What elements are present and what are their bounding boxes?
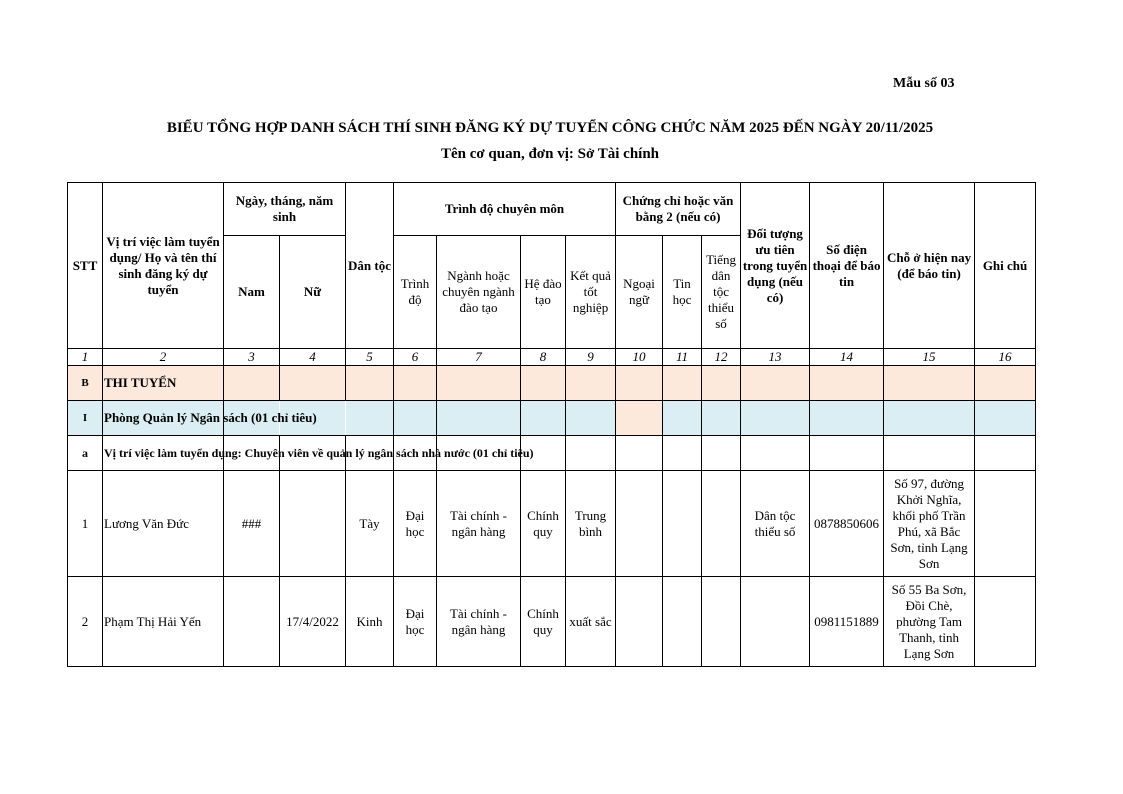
column-number: 6 bbox=[394, 349, 437, 366]
table-row bbox=[68, 471, 1036, 577]
column-number: 3 bbox=[224, 349, 280, 366]
column-number: 7 bbox=[437, 349, 521, 366]
section-b-row bbox=[68, 366, 1036, 401]
candidate-address: Số 55 Ba Sơn, Đồi Chè, phường Tam Thanh, tỉnh Lạng Sơn bbox=[884, 577, 975, 667]
header-major: Ngành hoặc chuyên ngành đào tạo bbox=[437, 236, 521, 349]
candidate-note bbox=[975, 471, 1036, 577]
table-row bbox=[68, 577, 1036, 667]
header-female: Nữ bbox=[280, 236, 346, 349]
candidate-phone: 0981151889 bbox=[810, 577, 884, 667]
candidate-result: Trung bình bbox=[566, 471, 616, 577]
section-i-code: I bbox=[68, 401, 103, 436]
candidate-phone: 0878850606 bbox=[810, 471, 884, 577]
document-subtitle: Tên cơ quan, đơn vị: Sở Tài chính bbox=[440, 146, 660, 162]
section-i-row bbox=[68, 401, 1036, 436]
candidate-foreign-lang bbox=[616, 577, 663, 667]
section-a-row bbox=[68, 436, 1036, 471]
candidate-foreign-lang bbox=[616, 471, 663, 577]
form-number: Mẫu số 03 bbox=[893, 76, 955, 91]
candidate-address: Số 97, đường Khởi Nghĩa, khối phố Trần Phú, xã Bắc Sơn, tỉnh Lạng Sơn bbox=[884, 471, 975, 577]
section-a-label: Vị trí việc làm tuyển dụng: Chuyên viên về quản lý ngân sách nhà nước (01 chỉ tiêu) bbox=[104, 446, 534, 460]
document-title: BIỂU TỔNG HỢP DANH SÁCH THÍ SINH ĐĂNG KÝ DỰ TUYỂN CÔNG CHỨC NĂM 2025 ĐẾN NGÀY 20/11/2025 bbox=[166, 120, 934, 136]
header-phone: Số điện thoại để báo tin bbox=[810, 183, 884, 349]
header-qualification: Trình độ chuyên môn bbox=[394, 183, 616, 236]
candidate-ethnicity: Tày bbox=[346, 471, 394, 577]
candidate-name: Lương Văn Đức bbox=[103, 471, 224, 577]
section-b-label: THI TUYỂN bbox=[103, 366, 224, 401]
header-foreign-lang: Ngoại ngữ bbox=[616, 236, 663, 349]
candidate-female-dob: 17/4/2022 bbox=[280, 577, 346, 667]
candidate-name: Phạm Thị Hải Yến bbox=[103, 577, 224, 667]
header-system: Hệ đào tạo bbox=[521, 236, 566, 349]
candidate-minority-lang bbox=[702, 471, 741, 577]
column-number: 11 bbox=[663, 349, 702, 366]
candidate-priority bbox=[741, 577, 810, 667]
candidate-level: Đại học bbox=[394, 577, 437, 667]
candidate-male-dob: ### bbox=[224, 471, 280, 577]
header-level: Trình độ bbox=[394, 236, 437, 349]
section-b-code: B bbox=[68, 366, 103, 401]
column-number: 16 bbox=[975, 349, 1036, 366]
candidate-major: Tài chính - ngân hàng bbox=[437, 471, 521, 577]
column-number: 1 bbox=[68, 349, 103, 366]
candidate-priority: Dân tộc thiểu số bbox=[741, 471, 810, 577]
candidate-major: Tài chính - ngân hàng bbox=[437, 577, 521, 667]
column-number: 4 bbox=[280, 349, 346, 366]
header-note: Ghi chú bbox=[975, 183, 1036, 349]
column-number: 12 bbox=[702, 349, 741, 366]
column-number: 15 bbox=[884, 349, 975, 366]
candidate-ethnicity: Kinh bbox=[346, 577, 394, 667]
header-address: Chỗ ở hiện nay (để báo tin) bbox=[884, 183, 975, 349]
candidate-stt: 1 bbox=[68, 471, 103, 577]
column-number-row bbox=[68, 349, 1036, 366]
header-minority-lang: Tiếng dân tộc thiểu số bbox=[702, 236, 741, 349]
candidate-female-dob bbox=[280, 471, 346, 577]
header-certificates: Chứng chỉ hoặc văn bằng 2 (nếu có) bbox=[616, 183, 741, 236]
header-ethnicity: Dân tộc bbox=[346, 183, 394, 349]
column-number: 5 bbox=[346, 349, 394, 366]
column-number: 13 bbox=[741, 349, 810, 366]
column-number: 8 bbox=[521, 349, 566, 366]
header-it: Tin học bbox=[663, 236, 702, 349]
candidate-table bbox=[67, 182, 1036, 667]
header-stt: STT bbox=[68, 183, 103, 349]
candidate-system: Chính quy bbox=[521, 577, 566, 667]
candidate-result: xuất sắc bbox=[566, 577, 616, 667]
candidate-minority-lang bbox=[702, 577, 741, 667]
candidate-it bbox=[663, 577, 702, 667]
candidate-system: Chính quy bbox=[521, 471, 566, 577]
candidate-note bbox=[975, 577, 1036, 667]
candidate-male-dob bbox=[224, 577, 280, 667]
column-number: 10 bbox=[616, 349, 663, 366]
column-number: 9 bbox=[566, 349, 616, 366]
header-position-name: Vị trí việc làm tuyển dụng/ Họ và tên thí sinh đăng ký dự tuyển bbox=[103, 183, 224, 349]
header-dob: Ngày, tháng, năm sinh bbox=[224, 183, 346, 236]
candidate-stt: 2 bbox=[68, 577, 103, 667]
candidate-level: Đại học bbox=[394, 471, 437, 577]
column-number: 2 bbox=[103, 349, 224, 366]
section-i-label: Phòng Quản lý Ngân sách (01 chỉ tiêu) bbox=[104, 410, 317, 425]
candidate-it bbox=[663, 471, 702, 577]
header-male: Nam bbox=[224, 236, 280, 349]
section-a-code: a bbox=[68, 436, 103, 471]
header-result: Kết quả tốt nghiệp bbox=[566, 236, 616, 349]
column-number: 14 bbox=[810, 349, 884, 366]
header-priority: Đối tượng ưu tiên trong tuyển dụng (nếu có) bbox=[741, 183, 810, 349]
